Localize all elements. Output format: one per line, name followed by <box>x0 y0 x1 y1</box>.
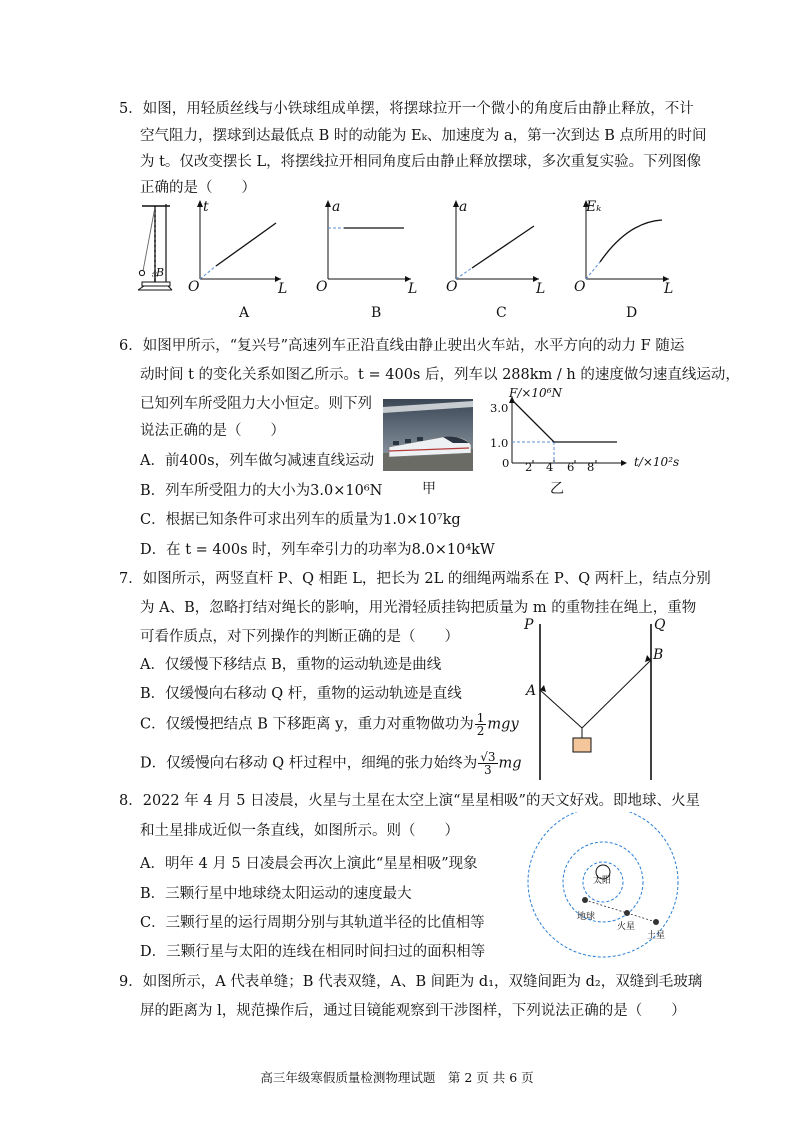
sun-label: 太阳 <box>593 876 612 886</box>
chart-y-label: F/×10⁶N <box>509 386 563 400</box>
q7-option-c-text: C．仅缓慢把结点 B 下移距离 y，重力对重物做功为 <box>140 716 474 733</box>
chart-y-tick-3: 3.0 <box>490 401 509 415</box>
q8-line-2: 和土星排成近似一条直线，如图所示。则（ ） <box>140 823 459 839</box>
knot-b-label: B <box>653 647 664 663</box>
fig-jia-label: 甲 <box>422 481 436 497</box>
graph-c-origin: O <box>446 279 458 295</box>
chart-x-label: t/×10²s <box>634 455 680 469</box>
q7-option-c <box>140 712 519 737</box>
q7-option-a: A．仅缓慢下移结点 B，重物的运动轨迹是曲线 <box>140 657 442 673</box>
saturn-label: 土星 <box>647 931 666 941</box>
q5-line-1: 5．如图，用轻质丝线与小铁球组成单摆，将摆球拉开一个微小的角度后由静止释放，不计 <box>119 101 694 117</box>
graph-b <box>316 196 416 291</box>
chart-y-tick-1: 1.0 <box>490 436 509 450</box>
q6-option-c: C．根据已知条件可求出列车的质量为1.0×10⁷kg <box>140 512 461 528</box>
q6-line-3: 已知列车所受阻力大小恒定。则下列 <box>140 396 372 412</box>
force-series-line <box>512 400 617 442</box>
q7-line-2: 为 A、B，忽略打结对绳长的影响，用光滑轻质挂钩把质量为 m 的重物挂在绳上，重物 <box>140 600 697 616</box>
graph-c-x-label: L <box>536 281 546 297</box>
rod-p-label: P <box>524 617 534 633</box>
graph-d-origin: O <box>574 279 586 295</box>
q6-option-a: A．前400s，列车做匀减速直线运动 <box>140 453 375 469</box>
graph-c-option-label: C <box>496 305 507 321</box>
q7-option-d-text: D．仅缓慢向右移动 Q 杆过程中，细绳的张力始终为 <box>140 755 478 772</box>
graph-b-origin: O <box>316 279 328 295</box>
rod-rope-figure <box>530 622 660 782</box>
graph-a-x-label: L <box>278 281 288 297</box>
chart-origin: 0 <box>502 456 510 470</box>
page-footer: 高三年级寒假质量检测物理试题 第 2 页 共 6 页 <box>260 1070 534 1085</box>
q7-option-c-denominator: 2 <box>476 724 485 738</box>
knot-a-label: A <box>526 683 537 699</box>
graph-a-origin: O <box>188 279 200 295</box>
graph-b-option-label: B <box>371 305 382 321</box>
graph-b-y-label: a <box>332 199 341 215</box>
q7-line-3: 可看作质点，对下列操作的判断正确的是（ ） <box>140 629 459 645</box>
q6-line-4: 说法正确的是（ ） <box>140 423 285 439</box>
q7-option-d <box>140 751 522 776</box>
rod-q-label: Q <box>654 617 666 633</box>
graph-a-y-label: t <box>203 199 209 215</box>
q7-line-1: 7．如图所示，两竖直杆 P、Q 相距 L，把长为 2L 的细绳两端系在 P、Q 两杆上，结点分别 <box>119 571 711 587</box>
q6-option-b: B．列车所受阻力的大小为3.0×10⁶N <box>140 483 383 499</box>
chart-x-tick-4: 4 <box>546 460 554 474</box>
q5-line-4: 正确的是（ ） <box>140 180 256 196</box>
q6-line-2: 动时间 t 的变化关系如图乙所示。t = 400s 后，列车以 288km / h 的速度做匀速直线运动， <box>140 367 740 383</box>
graph-a-option-label: A <box>239 305 250 321</box>
q8-option-a: A．明年 4 月 5 日凌晨会再次上演此“星星相吸”现象 <box>140 856 478 872</box>
q6-option-d: D．在 t = 400s 时，列车牵引力的功率为8.0×10⁴kW <box>140 542 495 558</box>
chart-x-tick-8: 8 <box>587 460 595 474</box>
q9-line-2: 屏的距离为 l，规范操作后，通过目镜能观察到干涉图样，下列说法正确的是（ ） <box>140 1003 686 1019</box>
chart-x-tick-6: 6 <box>567 460 575 474</box>
chart-x-tick-2: 2 <box>525 460 533 474</box>
pendulum-point-label: B <box>156 266 165 279</box>
q7-option-d-unit: mg <box>498 755 522 772</box>
q5-line-2: 空气阻力，摆球到达最低点 B 时的动能为 Eₖ、加速度为 a，第一次到达 B 点所用的时间 <box>140 128 707 144</box>
q7-option-b: B．仅缓慢向右移动 Q 杆，重物的运动轨迹是直线 <box>140 686 462 702</box>
graph-d-option-label: D <box>626 305 638 321</box>
q9-line-1: 9．如图所示，A 代表单缝；B 代表双缝，A、B 间距为 d₁，双缝间距为 d₂，双缝到毛玻璃 <box>119 974 703 990</box>
q7-option-c-numerator: 1 <box>476 711 485 725</box>
q8-line-1: 8．2022 年 4 月 5 日凌晨，火星与土星在太空上演“星星相吸”的天文好戏。即地球、火星 <box>119 793 700 809</box>
pendulum-figure <box>130 198 180 298</box>
train-photo <box>383 399 473 471</box>
fig-yi-label: 乙 <box>550 481 564 497</box>
graph-c-y-label: a <box>459 199 468 215</box>
graph-a <box>186 196 286 291</box>
graph-d-x-label: L <box>664 281 674 297</box>
q7-option-d-denominator: 3 <box>484 763 492 777</box>
graph-b-x-label: L <box>408 281 418 297</box>
mars-label: 火星 <box>617 922 636 932</box>
graph-d-y-label: Eₖ <box>586 199 602 215</box>
q8-option-c: C．三颗行星的运行周期分别与其轨道半径的比值相等 <box>140 915 485 931</box>
q5-line-3: 为 t。仅改变摆长 L，将摆线拉开相同角度后由静止释放摆球，多次重复实验。下列图像 <box>140 154 702 170</box>
q7-option-d-numerator: √3 <box>480 750 496 764</box>
earth-label: 地球 <box>577 912 596 922</box>
orbit-figure <box>525 812 685 972</box>
q8-option-d: D．三颗行星与太阳的连线在相同时间扫过的面积相等 <box>140 944 486 960</box>
q6-line-1: 6．如图甲所示，“复兴号”高速列车正沿直线由静止驶出火车站，水平方向的动力 F 随运 <box>119 338 685 354</box>
q7-option-c-unit: mgy <box>487 716 519 733</box>
q7-option-c-fraction <box>475 712 487 737</box>
q7-option-d-fraction <box>478 751 497 776</box>
force-time-chart <box>500 395 630 470</box>
q8-option-b: B．三颗行星中地球绕太阳运动的速度最大 <box>140 886 412 902</box>
